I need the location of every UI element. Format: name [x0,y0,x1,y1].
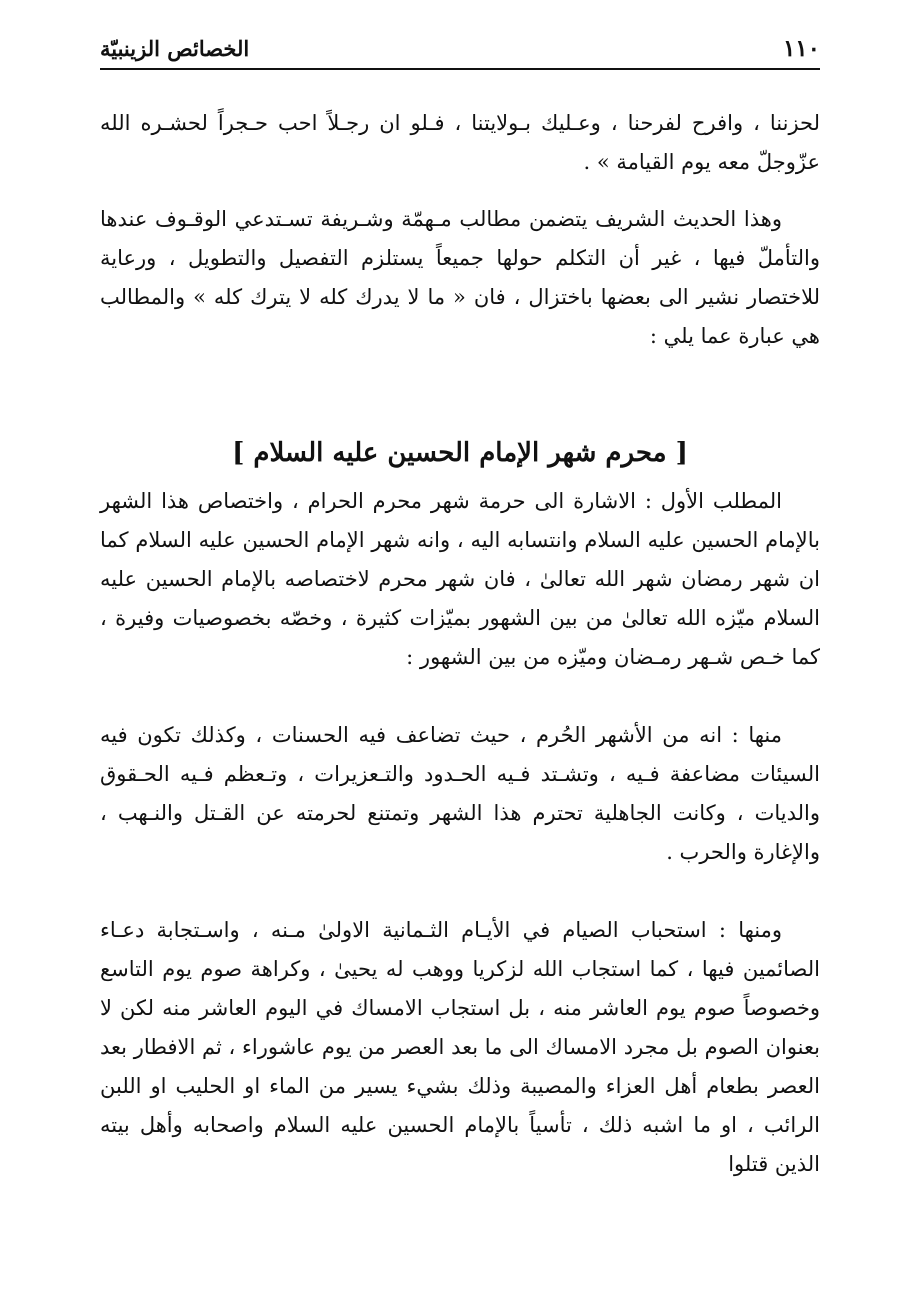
intro-continuation-paragraph: لحزننا ، وافرح لفرحنا ، وعـليك بـولايتنا ، فـلو ان رجـلاً احب حـجراً لحشـره الله عزّوجلّ معه يوم القيامة » . [100,111,820,174]
page-number: ١١٠ [782,34,820,62]
first-matlab-paragraph: المطلب الأول : الاشارة الى حرمة شهر محرم الحرام ، واختصاص هذا الشهر بالإمام الحسين عليه السلام وانتسابه اليه ، وانه شهر الإمام الحسين عليه السلام كما ان شهر رمضان شهر الله تعالىٰ ، فان شهر محرم لاختصاصه بالإمام الحسين عليه السلام ميّزه الله تعالىٰ من بين الشهور بميّزات كثيرة ، وخصّه بخصوصيات وفيرة ، كما خـص شـهر رمـضان وميّزه من بين الشهور : [100,489,820,669]
intro-overview-paragraph: وهذا الحديث الشريف يتضمن مطالب مـهمّة وشـريفة تسـتدعي الوقـوف عندها والتأملّ فيها ، غير أن التكلم حولها جميعاً يستلزم التفصيل والتطويل ، ورعاية للاختصار نشير الى بعضها باختزال ، فان « ما لا يدرك كله لا يترك كله » والمطالب هي عبارة عما يلي : [100,207,820,348]
running-title: الخصائص الزينبيّة [100,35,250,61]
section-heading: [ محرم شهر الإمام الحسين عليه السلام ] [232,438,688,468]
running-header [100,28,820,70]
minha-2-paragraph: ومنها : استحباب الصيام في الأيـام الثـمانية الاولىٰ مـنه ، واسـتجابة دعـاء الصائمين فيها ، كما استجاب الله لزكريا ووهب له يحيىٰ ، وكراهة صوم يوم التاسع وخصوصاً صوم يوم العاشر منه ، بل استجاب الامساك في اليوم العاشر منه لكن لا بعنوان الصوم بل مجرد الامساك الى ما بعد العصر من يوم عاشوراء ، ثم الافطار بعد العصر بطعام أهل العزاء والمصيبة وذلك بشيء يسير من الماء او الحليب او اللبن الرائب ، او ما اشبه ذلك ، تأسياً بالإمام الحسين عليه السلام واصحابه وأهل بيته الذين قتلوا [100,918,820,1176]
minha-1-paragraph: منها : انه من الأشهر الحُرم ، حيث تضاعف فيه الحسنات ، وكذلك تكون فيه السيئات مضاعفة فـيه ، وتشـتد فـيه الحـدود والتـعزيرات ، وتـعظم فـيه الحـقوق والديات ، وكانت الجاهلية تحترم هذا الشهر وتمتنع لحرمته عن القـتل والنـهب ، والإغارة والحرب . [100,723,820,864]
